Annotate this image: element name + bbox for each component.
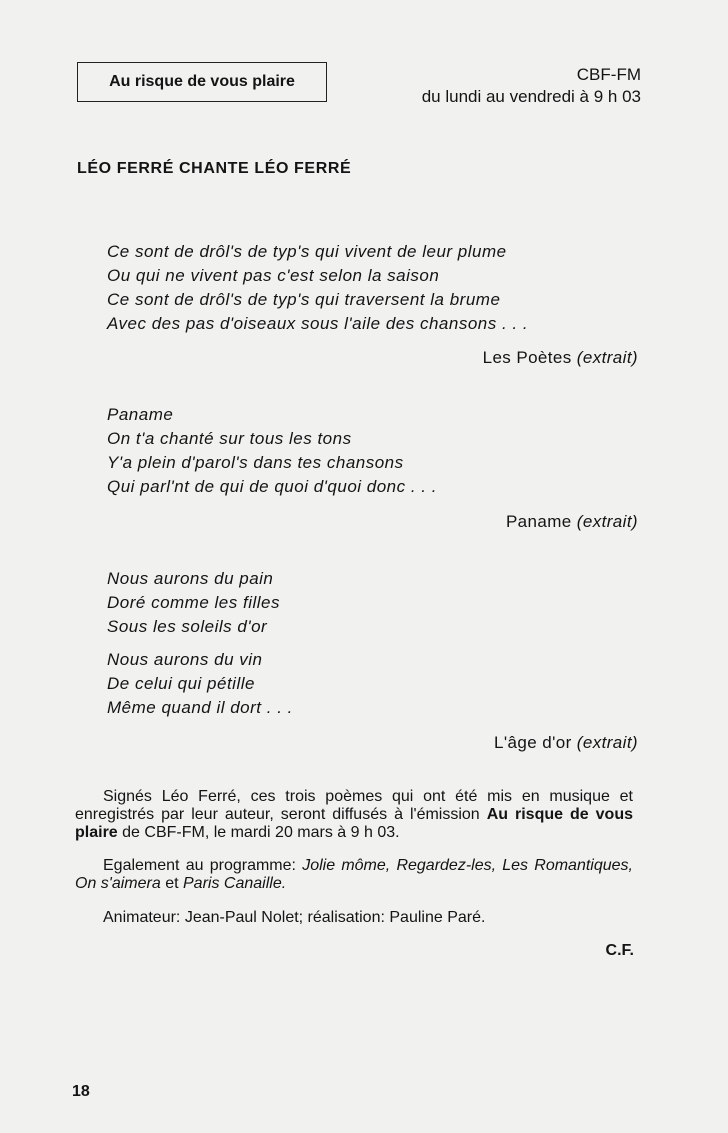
poem-excerpt xyxy=(107,567,642,639)
source-title: L'âge d'or xyxy=(494,733,572,752)
author-signature: C.F. xyxy=(605,942,634,959)
credits-text: Animateur: Jean-Paul Nolet; réalisation: Pauline Paré. xyxy=(103,909,486,926)
poem-line: Ou qui ne vivent pas c'est selon la saison xyxy=(107,266,440,285)
source-tag: (extrait) xyxy=(576,348,638,367)
paragraph-text: de CBF-FM, le mardi 20 mars à 9 h 03. xyxy=(122,824,400,841)
source-title: Paname xyxy=(505,512,572,531)
poem-line: Qui parl'nt de qui de quoi d'quoi donc . . . xyxy=(107,477,437,496)
poem-line: Ce sont de drôl's de typ's qui traversent la brume xyxy=(107,290,501,309)
poem-line: Avec des pas d'oiseaux sous l'aile des chansons . . . xyxy=(107,314,529,333)
poem-line: Ce sont de drôl's de typ's qui vivent de leur plume xyxy=(107,242,507,261)
song-titles: Paris Canaille. xyxy=(183,875,287,892)
poem-line: Paname xyxy=(107,405,174,424)
poem-line: Nous aurons du pain xyxy=(107,569,274,588)
poem-source xyxy=(494,733,638,753)
poem-source xyxy=(506,512,638,532)
poem-source xyxy=(483,348,638,368)
show-title-inline: Au risque de vous plaire xyxy=(75,806,633,841)
paragraph-text: et xyxy=(165,875,179,892)
show-title-box xyxy=(77,62,327,102)
paragraph-text: Egalement au programme: xyxy=(103,857,296,874)
body-paragraph xyxy=(75,857,633,893)
source-title: Les Poètes xyxy=(482,348,572,367)
poem-excerpt xyxy=(107,403,642,499)
station-name: CBF-FM xyxy=(576,65,641,84)
body-paragraph xyxy=(75,909,633,927)
poem-line: Nous aurons du vin xyxy=(107,650,263,669)
paragraph-text: Signés Léo Ferré, ces trois poèmes qui ont été mis en musique et enregistrés par leur auteur, seront diffusés à l'émission xyxy=(75,788,633,823)
source-tag: (extrait) xyxy=(576,733,638,752)
song-titles: Jolie môme, Regardez-les, Les Romantiques, On s'aimera xyxy=(75,857,633,892)
show-title: Au risque de vous plaire xyxy=(109,73,295,90)
poem-line: De celui qui pétille xyxy=(107,674,255,693)
broadcast-info xyxy=(422,64,641,108)
poem-excerpt xyxy=(107,648,642,720)
poem-excerpt xyxy=(107,240,642,336)
poem-line: Y'a plein d'parol's dans tes chansons xyxy=(107,453,404,472)
page-number: 18 xyxy=(72,1083,90,1100)
source-tag: (extrait) xyxy=(576,512,638,531)
poem-line: On t'a chanté sur tous les tons xyxy=(107,429,352,448)
poem-line: Doré comme les filles xyxy=(107,593,280,612)
body-paragraph xyxy=(75,788,633,842)
broadcast-schedule: du lundi au vendredi à 9 h 03 xyxy=(421,87,641,106)
article-title: LÉO FERRÉ CHANTE LÉO FERRÉ xyxy=(77,160,352,177)
poem-line: Sous les soleils d'or xyxy=(107,617,268,636)
poem-line: Même quand il dort . . . xyxy=(107,698,293,717)
